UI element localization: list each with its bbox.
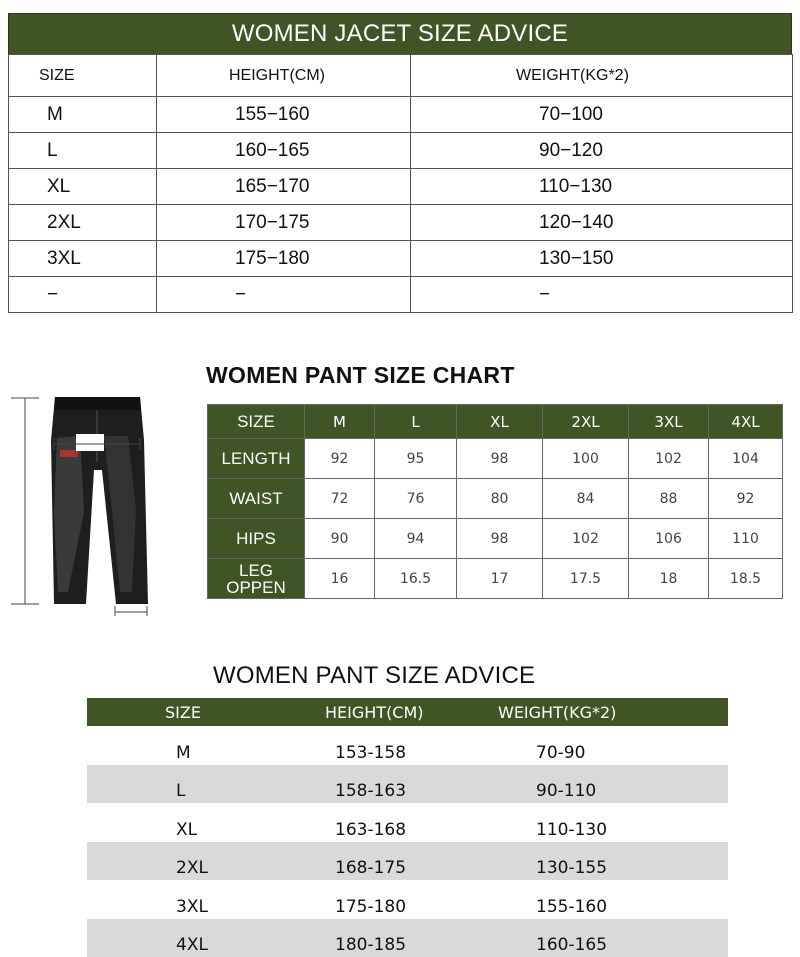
chart-cell: 72 — [305, 479, 375, 519]
cell-height: 175−180 — [157, 241, 411, 277]
row-label: WAIST — [208, 479, 305, 519]
pant-size-advice-table — [87, 698, 728, 957]
pants-icon — [51, 397, 148, 604]
table-row — [9, 97, 793, 133]
table-row — [9, 277, 793, 313]
cell-height: − — [157, 277, 411, 313]
cell-size: M — [87, 726, 257, 765]
cell-height: 180-185 — [257, 919, 457, 957]
cell-size: − — [9, 277, 157, 313]
cell-size: 2XL — [9, 205, 157, 241]
cell-height: 168-175 — [257, 842, 457, 881]
chart-cell: 104 — [709, 439, 783, 479]
cell-size: L — [87, 765, 257, 804]
chart-row-hips — [208, 519, 783, 559]
cell-size: XL — [9, 169, 157, 205]
chart-size-label: SIZE — [208, 405, 305, 439]
label-patch-icon — [76, 434, 104, 451]
cell-weight: 160-165 — [457, 919, 728, 957]
chart-cell: 88 — [629, 479, 709, 519]
chart-size-m: M — [305, 405, 375, 439]
cell-height: 175-180 — [257, 880, 457, 919]
table-row — [9, 169, 793, 205]
chart-cell: 18.5 — [709, 559, 783, 599]
pants-measurement-illustration — [8, 392, 158, 617]
header-size: SIZE — [9, 55, 157, 97]
leg-opening-dimension-icon — [115, 606, 147, 616]
table-row — [87, 880, 728, 919]
cell-weight: − — [411, 277, 793, 313]
cell-height: 163-168 — [257, 803, 457, 842]
cell-height: 153-158 — [257, 726, 457, 765]
cell-size: 3XL — [87, 880, 257, 919]
table-row — [87, 726, 728, 765]
chart-cell: 90 — [305, 519, 375, 559]
table-header-row — [9, 55, 793, 97]
chart-size-3xl: 3XL — [629, 405, 709, 439]
chart-cell: 17.5 — [543, 559, 629, 599]
cell-weight: 70-90 — [457, 726, 728, 765]
chart-cell: 102 — [543, 519, 629, 559]
cell-weight: 90−120 — [411, 133, 793, 169]
chart-size-4xl: 4XL — [709, 405, 783, 439]
chart-size-l: L — [375, 405, 457, 439]
cell-weight: 130-155 — [457, 842, 728, 881]
chart-cell: 92 — [305, 439, 375, 479]
chart-cell: 16 — [305, 559, 375, 599]
chart-cell: 92 — [709, 479, 783, 519]
advice-header-row — [87, 698, 728, 726]
row-label: LENGTH — [208, 439, 305, 479]
chart-row-length — [208, 439, 783, 479]
chart-header-row — [208, 405, 783, 439]
chart-cell: 18 — [629, 559, 709, 599]
chart-size-2xl: 2XL — [543, 405, 629, 439]
table-row — [87, 919, 728, 957]
cell-weight: 120−140 — [411, 205, 793, 241]
table-row — [9, 133, 793, 169]
chart-cell: 98 — [457, 519, 543, 559]
cell-height: 160−165 — [157, 133, 411, 169]
cell-weight: 155-160 — [457, 880, 728, 919]
table-row — [87, 842, 728, 881]
cell-size: M — [9, 97, 157, 133]
cell-weight: 110−130 — [411, 169, 793, 205]
cell-size: 3XL — [9, 241, 157, 277]
pant-size-chart-table — [207, 404, 783, 599]
chart-cell: 110 — [709, 519, 783, 559]
header-height: HEIGHT(CM) — [257, 698, 457, 726]
chart-cell: 94 — [375, 519, 457, 559]
row-label: LEG OPPEN — [208, 559, 305, 599]
table-row — [9, 205, 793, 241]
chart-cell: 16.5 — [375, 559, 457, 599]
chart-row-waist — [208, 479, 783, 519]
cell-size: 2XL — [87, 842, 257, 881]
chart-size-xl: XL — [457, 405, 543, 439]
cell-height: 155−160 — [157, 97, 411, 133]
chart-cell: 95 — [375, 439, 457, 479]
chart-cell: 84 — [543, 479, 629, 519]
cell-weight: 110-130 — [457, 803, 728, 842]
jacket-advice-title-text: WOMEN JACET SIZE ADVICE — [232, 20, 568, 48]
cell-weight: 90-110 — [457, 765, 728, 804]
chart-cell: 17 — [457, 559, 543, 599]
cell-size: L — [9, 133, 157, 169]
length-dimension-icon — [11, 398, 39, 604]
chart-cell: 80 — [457, 479, 543, 519]
row-label: HIPS — [208, 519, 305, 559]
pant-chart-title: WOMEN PANT SIZE CHART — [206, 362, 515, 389]
cell-height: 158-163 — [257, 765, 457, 804]
header-height: HEIGHT(CM) — [157, 55, 411, 97]
cell-height: 165−170 — [157, 169, 411, 205]
jacket-size-table — [8, 54, 793, 313]
cell-size: XL — [87, 803, 257, 842]
chart-cell: 102 — [629, 439, 709, 479]
header-size: SIZE — [87, 698, 257, 726]
header-weight: WEIGHT(KG*2) — [411, 55, 793, 97]
cell-weight: 70−100 — [411, 97, 793, 133]
chart-cell: 76 — [375, 479, 457, 519]
pant-advice-title: WOMEN PANT SIZE ADVICE — [213, 662, 535, 690]
header-weight: WEIGHT(KG*2) — [457, 698, 728, 726]
jacket-advice-title — [8, 13, 792, 55]
chart-cell: 106 — [629, 519, 709, 559]
cell-height: 170−175 — [157, 205, 411, 241]
chart-row-leg-opening — [208, 559, 783, 599]
table-row — [87, 803, 728, 842]
chart-cell: 100 — [543, 439, 629, 479]
table-row — [9, 241, 793, 277]
cell-weight: 130−150 — [411, 241, 793, 277]
logo-patch-icon — [60, 450, 78, 457]
chart-cell: 98 — [457, 439, 543, 479]
cell-size: 4XL — [87, 919, 257, 957]
table-row — [87, 765, 728, 804]
